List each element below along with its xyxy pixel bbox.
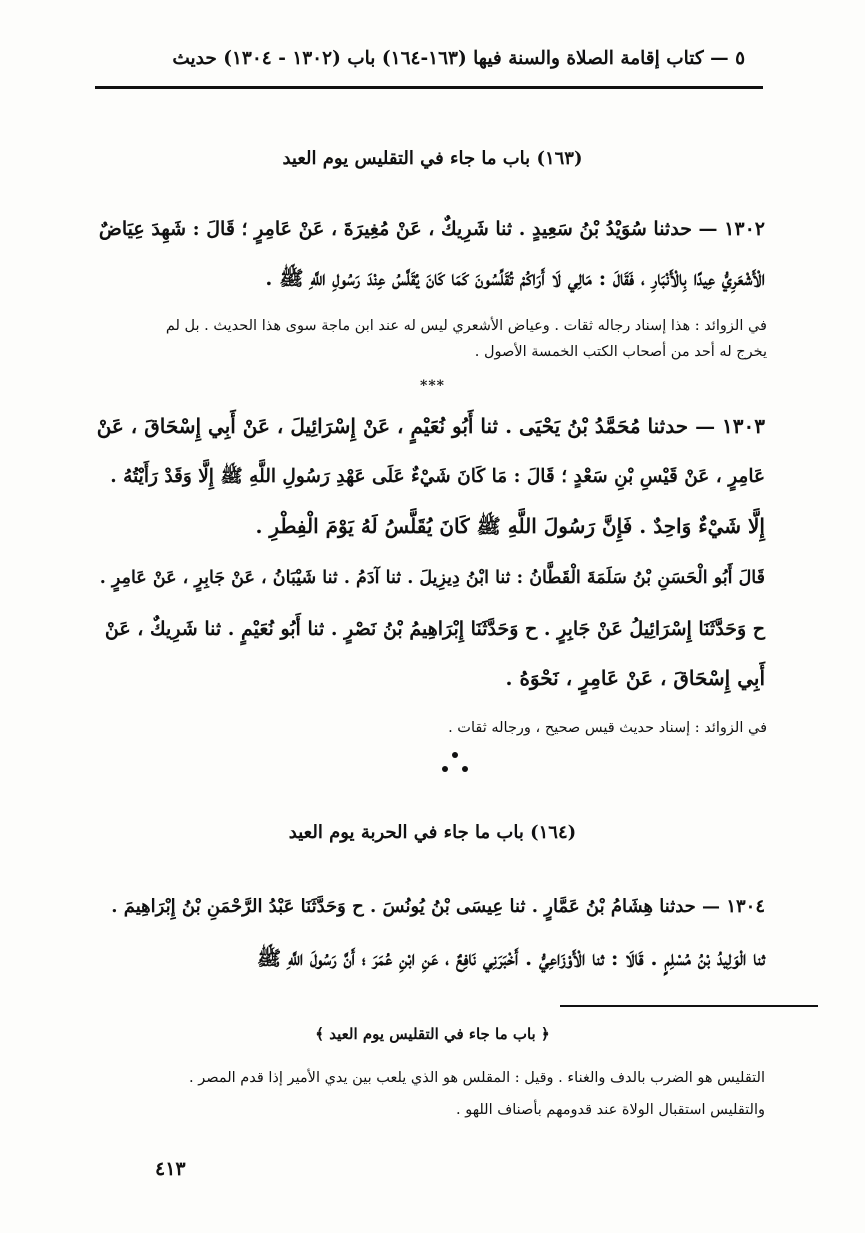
chapter-title-164: (١٦٤) باب ما جاء في الحربة يوم العيد (288, 822, 577, 843)
note-1303-line-1: في الزوائد : إسناد حديث قيس صحيح ، ورجاله ثقات . (448, 720, 767, 736)
note-1302-line-2: يخرج له أحد من أصحاب الكتب الخمسة الأصول . (474, 344, 767, 360)
hadith-1303-line-2: عَامِرٍ ، عَنْ قَيْسِ بْنِ سَعْدٍ ؛ قَالَ : مَا كَانَ شَيْءٌ عَلَى عَهْدِ رَسُولِ اللَّهِ ﷺ إِلَّا وَقَدْ رَأَيْتُهُ . (110, 466, 765, 487)
footnote-rule (560, 1005, 818, 1007)
running-header: ٥ — كتاب إقامة الصلاة والسنة فيها (١٦٣-١٦٤) باب (١٣٠٢ - ١٣٠٤) حديث (172, 48, 745, 69)
separator-stars: *** (420, 378, 445, 394)
hadith-1302-line-1: ١٣٠٢ — حدثنا سُوَيْدُ بْنُ سَعِيدٍ . ثنا شَرِيكٌ ، عَنْ مُغِيرَةَ ، عَنْ عَامِرٍ ؛ قَالَ : شَهِدَ عِيَاضٌ (98, 218, 765, 240)
hadith-1303-line-6: أَبِي إِسْحَاقَ ، عَنْ عَامِرٍ ، نَحْوَهُ . (505, 666, 765, 690)
hadith-1303-line-3: إِلَّا شَيْءٌ وَاحِدٌ . فَإِنَّ رَسُولَ اللَّهِ ﷺ كَانَ يُقَلَّسُ لَهُ يَوْمَ الْفِطْرِ . (255, 514, 765, 538)
footnote-line-2: والتقليس استقبال الولاة عند قدومهم بأصناف اللهو . (455, 1102, 765, 1118)
hadith-1304-line-2: ثنا الْوَلِيدُ بْنُ مُسْلِمٍ . قَالَا : ثنا الْأَوْزَاعِيُّ . أَخْبَرَنِي نَافِعٌ ، عَنِ ابْنِ عُمَرَ ؛ أَنَّ رَسُولَ اللَّهِ ﷺ (257, 946, 765, 970)
chapter-title-163: (١٦٣) باب ما جاء في التقليس يوم العيد (282, 148, 583, 169)
hadith-1304-line-1: ١٣٠٤ — حدثنا هِشَامُ بْنُ عَمَّارٍ . ثنا عِيسَى بْنُ يُونُسَ . ح وَحَدَّثَنَا عَبْدُ الرَّحْمَنِ بْنُ إِبْرَاهِيمَ . (111, 896, 765, 917)
hadith-1303-line-5: ح وَحَدَّثَنَا إِسْرَائِيلُ عَنْ جَابِرٍ . ح وَحَدَّثَنَا إِبْرَاهِيمُ بْنُ نَصْرٍ . ثنا أَبُو نُعَيْمٍ . ثنا شَرِيكٌ ، عَنْ (104, 618, 765, 640)
ornament-dots (440, 752, 470, 778)
hadith-1303-line-4: قَالَ أَبُو الْحَسَنِ بْنُ سَلَمَةَ الْقَطَّانُ : ثنا ابْنُ دِيزِيلَ . ثنا آدَمُ . ثنا شَيْبَانُ ، عَنْ جَابِرٍ ، عَنْ عَامِرٍ . (99, 568, 765, 588)
header-rule (95, 86, 763, 89)
page-number: ٤١٣ (155, 1158, 186, 1180)
footnote-title: ﴿ باب ما جاء في التقليس يوم العيد ﴾ (315, 1025, 550, 1043)
hadith-1303-line-1: ١٣٠٣ — حدثنا مُحَمَّدُ بْنُ يَحْيَى . ثنا أَبُو نُعَيْمٍ ، عَنْ إِسْرَائِيلَ ، عَنْ أَبِي إِسْحَاقَ ، عَنْ (96, 414, 765, 438)
note-1302-line-1: في الزوائد : هذا إسناد رجاله ثقات . وعياض الأشعري ليس له عند ابن ماجة سوى هذا الحديث . بل لم (165, 318, 767, 334)
footnote-line-1: التقليس هو الضرب بالدف والغناء . وقيل : المقلس هو الذي يلعب بين يدي الأمير إذا قدم المصر . (189, 1070, 765, 1086)
hadith-1302-line-2: الْأَشْعَرِيُّ عِيدًا بِالْأَنْبَارِ ، فَقَالَ : مَالِي لَا أَرَاكُمْ تُقَلِّسُونَ كَمَا كَانَ يُقَلَّسُ عِنْدَ رَسُولِ اللَّهِ ﷺ . (265, 266, 765, 290)
